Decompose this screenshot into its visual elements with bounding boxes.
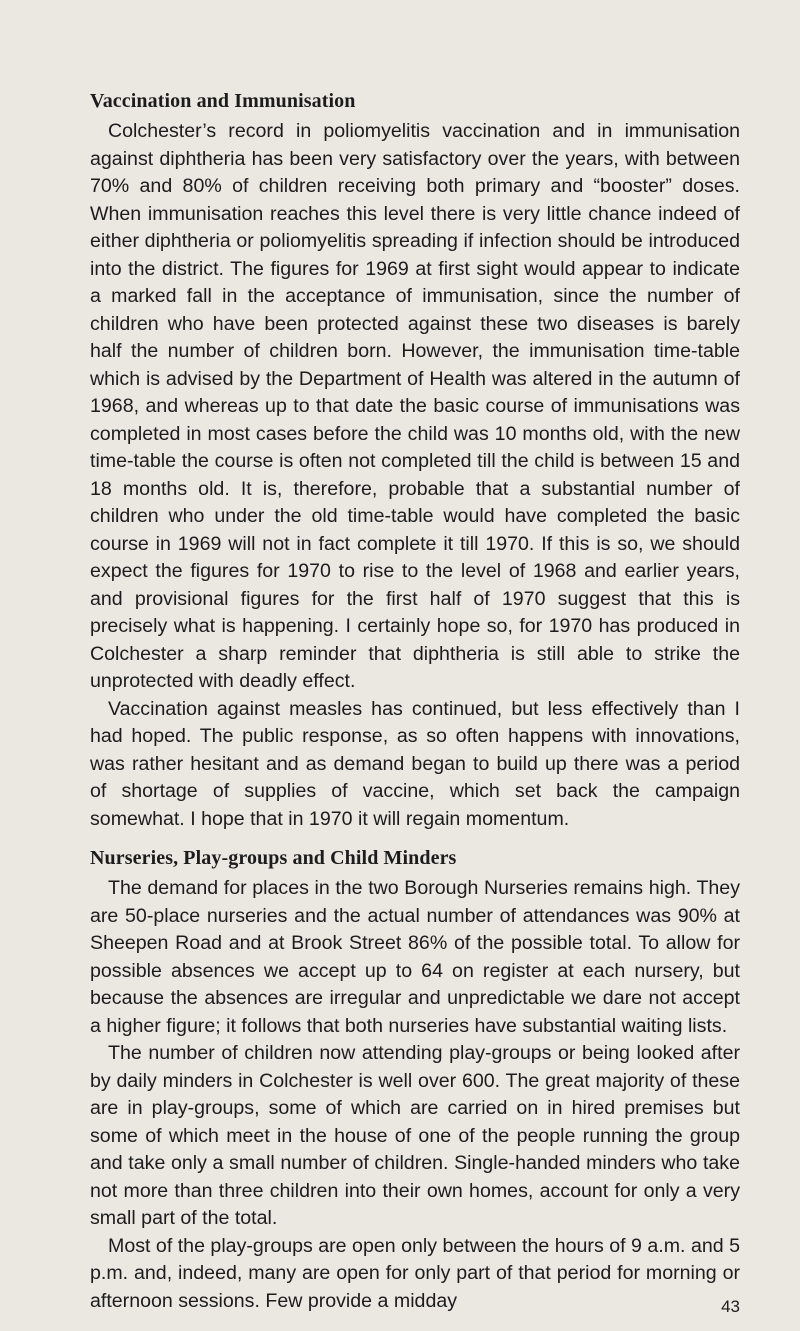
section-heading: Nurseries, Play-groups and Child Minders bbox=[90, 847, 457, 869]
paragraph: The demand for places in the two Borough Nurseries remains high. They are 50-place nurseries and the actual number of attendances was 90% at Sheepen Road and at Brook Street 86% of the possible total. To allow for possible absences we accept up to 64 on register at each nursery, but because the absences are irregular and unpredictable we dare not accept a higher figure; it follows that both nurseries have substantial waiting lists. bbox=[90, 877, 740, 1037]
page-number: 43 bbox=[721, 1297, 740, 1316]
section-vaccination bbox=[90, 90, 740, 833]
paragraph: Most of the play-groups are open only between the hours of 9 a.m. and 5 p.m. and, indeed, many are open for only part of that period for morning or afternoon sessions. Few provide a midday bbox=[90, 1234, 740, 1312]
paragraph: The number of children now attending play-groups or being looked after by daily minders in Colchester is well over 600. The great majority of these are in play-groups, some of which are carried on in hired premises but some of which meet in the house of one of the people running the group and take only a small number of children. Single-handed minders who take not more than three children into their own homes, account for only a very small part of the total. bbox=[90, 1042, 740, 1229]
section-nurseries bbox=[90, 847, 740, 1315]
paragraph: Colchester’s record in poliomyelitis vaccination and in immunisation against diphtheria has been very satisfactory over the years, with between 70% and 80% of children receiving both primary and “booster” doses. When immunisation reaches this level there is very little chance indeed of either diphtheria or poliomyelitis spreading if infection should be introduced into the district. The figures for 1969 at first sight would appear to indicate a marked fall in the acceptance of immunisation, since the number of children who have been protected against these two diseases is barely half the number of children born. However, the immunisation time-table which is advised by the Department of Health was altered in the autumn of 1968, and whereas up to that date the basic course of immunisations was completed in most cases before the child was 10 months old, with the new time-table the course is often not completed till the child is between 15 and 18 months old. It is, therefore, probable that a substantial number of children who under the old time-table would have completed the basic course in 1969 will not in fact complete it till 1970. If this is so, we should expect the figures for 1970 to rise to the level of 1968 and earlier years, and provisional figures for the first half of 1970 suggest that this is precisely what is happening. I certainly hope so, for 1970 has produced in Colchester a sharp reminder that diphtheria is still able to strike the unprotected with deadly effect. bbox=[90, 120, 740, 692]
paragraph: Vaccination against measles has continued, but less effectively than I had hoped. The public response, as so often happens with innovations, was rather hesitant and as demand began to build up there was a period of shortage of supplies of vaccine, which set back the campaign somewhat. I hope that in 1970 it will regain momentum. bbox=[90, 697, 740, 830]
section-heading: Vaccination and Immunisation bbox=[90, 90, 356, 112]
